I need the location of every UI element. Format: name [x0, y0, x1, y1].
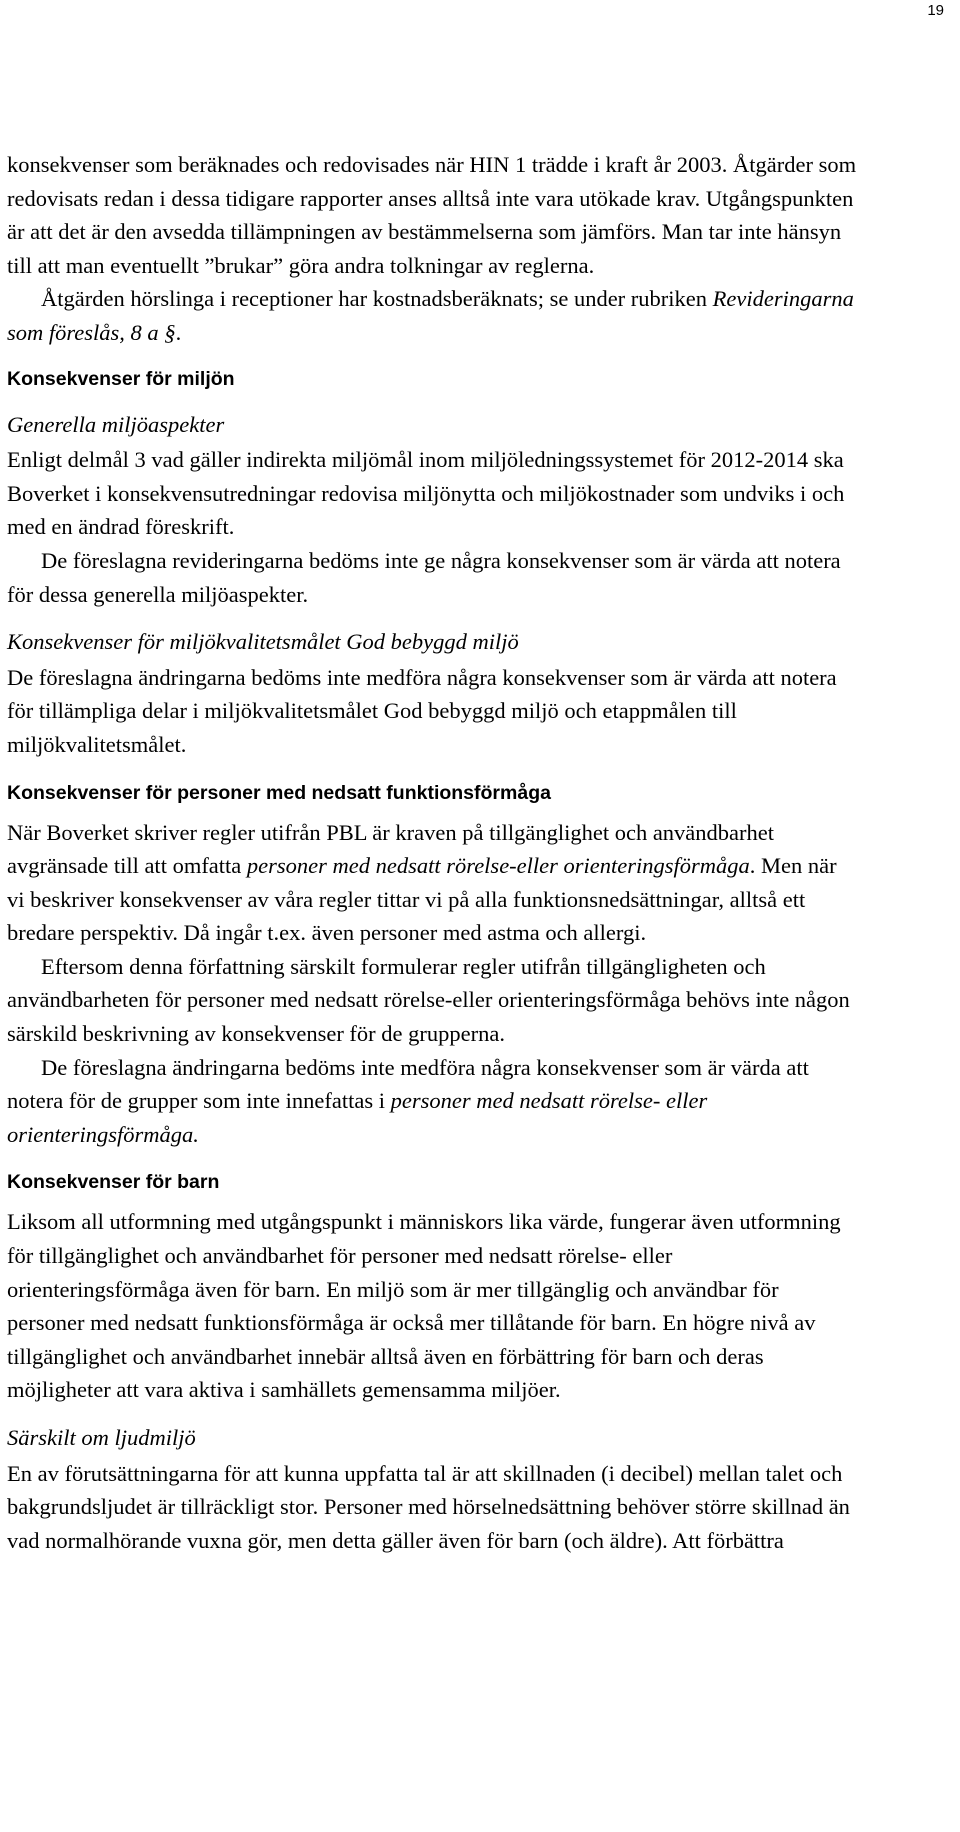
italic-term: personer med nedsatt rörelse- eller orienteringsförmåga.	[7, 1088, 708, 1147]
paragraph-text: . Men när vi beskriver konsekvenser av våra regler tittar vi på alla funktionsnedsättningar, alltså ett bredare perspektiv. Då ingår t.ex. även personer med astma och allergi.	[7, 853, 837, 946]
document-body	[7, 148, 857, 1557]
paragraph: En av förutsättningarna för att kunna uppfatta tal är att skillnaden (i decibel) mellan talet och bakgrundsljudet är tillräckligt stor. Personer med hörselnedsättning behöver större skillnad än vad normalhörande vuxna gör, men detta gäller även för barn (och äldre). Att förbättra	[7, 1460, 850, 1553]
paragraph-text: .	[175, 319, 182, 345]
paragraph	[7, 1051, 857, 1152]
heading-personer: Konsekvenser för personer med nedsatt funktionsförmåga	[7, 781, 551, 804]
heading-barn: Konsekvenser för barn	[7, 1171, 220, 1194]
paragraph: konsekvenser som beräknades och redovisades när HIN 1 trädde i kraft år 2003. Åtgärder som redovisats redan i dessa tidigare rapporter anses alltså inte vara utökade krav. Utgångspunkten är att det är den avsedda tillämpningen av bestämmelserna som jämförs. Man tar inte hänsyn till att man eventuellt ”brukar” göra andra tolkningar av reglerna.	[7, 152, 857, 278]
subheading-generella: Generella miljöaspekter	[7, 411, 225, 437]
subheading-ljudmiljo: Särskilt om ljudmiljö	[7, 1425, 196, 1450]
paragraph: De föreslagna ändringarna bedöms inte medföra några konsekvenser som är värda att notera för tillämpliga delar i miljökvalitetsmålet God bebyggd miljö och etappmålen till miljökvalitetsmålet.	[7, 664, 837, 757]
paragraph-text: När Boverket skriver regler utifrån PBL är kraven på tillgänglighet och användbarhet avgränsade till att omfatta	[7, 819, 775, 879]
italic-term: personer med nedsatt rörelse-eller orienteringsförmåga	[246, 853, 750, 879]
paragraph: Enligt delmål 3 vad gäller indirekta miljömål inom miljöledningssystemet för 2012-2014 ska Boverket i konsekvensutredningar redovisa miljönytta och miljökostnader som undviks i och med en ändrad föreskrift.	[7, 447, 845, 540]
paragraph: Liksom all utformning med utgångspunkt i människors lika värde, fungerar även utformning för tillgänglighet och användbarhet för personer med nedsatt rörelse- eller orienteringsförmåga även för barn. En miljö som är mer tillgänglig och användbar för personer med nedsatt funktionsförmåga är också mer tillåtande för barn. En högre nivå av tillgänglighet och användbarhet innebär alltså även en förbättring för barn och deras möjligheter att vara aktiva i samhällets gemensamma miljöer.	[7, 1209, 841, 1403]
paragraph-text: Åtgärden hörslinga i receptioner har kostnadsberäknats; se under rubriken	[41, 286, 713, 312]
paragraph	[7, 816, 857, 950]
paragraph: De föreslagna revideringarna bedöms inte ge några konsekvenser som är värda att notera för dessa generella miljöaspekter.	[7, 547, 841, 607]
subheading-kvalitet: Konsekvenser för miljökvalitetsmålet God bebyggd miljö	[7, 629, 519, 655]
heading-miljo: Konsekvenser för miljön	[7, 367, 235, 390]
paragraph-text: De föreslagna ändringarna bedöms inte medföra några konsekvenser som är värda att notera för de grupper som inte innefattas i	[7, 1054, 809, 1114]
italic-reference: Revideringarna som föreslås, 8 a §	[7, 286, 854, 345]
page-number: 19	[927, 2, 944, 19]
paragraph: Eftersom denna författning särskilt formulerar regler utifrån tillgängligheten och användbarheten för personer med nedsatt rörelse-eller orienteringsförmåga behövs inte någon särskild beskrivning av konsekvenser för de grupperna.	[7, 953, 850, 1047]
paragraph	[7, 282, 857, 349]
